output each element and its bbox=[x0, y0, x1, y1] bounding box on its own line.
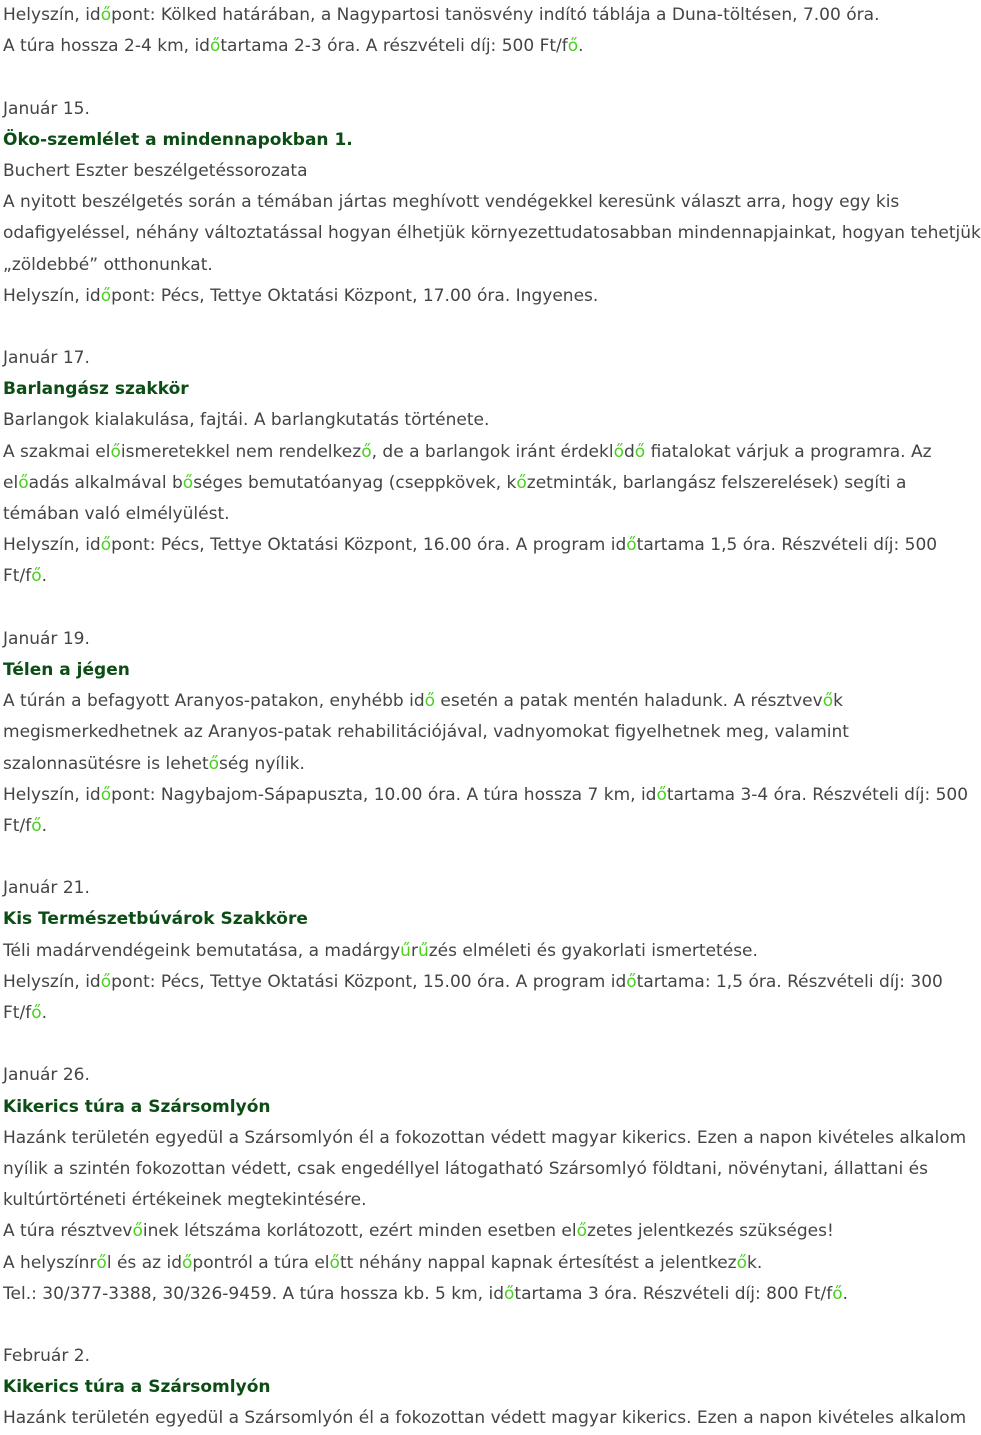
highlighted-glyph: ő bbox=[361, 441, 372, 462]
highlighted-glyph: ő bbox=[626, 535, 637, 556]
paragraph-gap bbox=[3, 1310, 958, 1341]
highlighted-glyph: ő bbox=[736, 1252, 748, 1273]
text-line: A túrán a befagyott Aranyos-patakon, enyhébb idő esetén a patak mentén haladunk. A résztvevők bbox=[3, 691, 843, 712]
paragraph-gap bbox=[3, 1029, 958, 1060]
event-title: Öko-szemlélet a mindennapokban 1. bbox=[3, 129, 353, 150]
text-line: A szakmai előismeretekkel nem rendelkező, de a barlangok iránt érdeklődő fatalokat várjuk a programra. Az bbox=[3, 441, 932, 462]
text-line: Helyszín, időpont: Kölked határában, a Nagypartosi tanösvény indító táblája a Duna-töltésen, 7.00 óra. bbox=[3, 5, 880, 25]
highlighted-glyph: ő bbox=[832, 1283, 843, 1304]
text-line: Helyszín, időpont: Pécs, Tettye Oktatási Központ, 17.00 óra. Ingyenes. bbox=[3, 285, 599, 306]
highlighted-glyph: ő bbox=[424, 691, 436, 712]
text-line: Hazánk területén egyedül a Szársomlyón él a fokozottan védett magyar kikerics. Ezen a napon kivételes alkalom bbox=[3, 1127, 967, 1148]
text-line: Ft/fő. bbox=[3, 815, 47, 836]
text-line: A nyitott beszélgetés során a témában jártas meghívott vendégekkel keresünk választ arra, hogy egy kis bbox=[3, 192, 900, 213]
text-line: Tel.: 30/377-3388, 30/326-9459. A túra hossza kb. 5 km, időtartama 3 óra. Részvételi díj: 800 Ft/fő. bbox=[3, 1283, 849, 1304]
highlighted-glyph: ő bbox=[182, 472, 194, 493]
text-line: kultúrtörténeti értékeinek megtekintésére. bbox=[3, 1190, 367, 1211]
text-line: A túra hossza 2-4 km, időtartama 2-3 óra. A részvételi díj: 500 Ft/fő. bbox=[3, 36, 584, 57]
text-line: odafgyeléssel, néhány változtatással hogyan élhetjük környezettudatosabban mindennapjainkat, hogyan tehetjük bbox=[3, 223, 981, 244]
paragraph-gap bbox=[3, 842, 958, 873]
highlighted-glyph: ő bbox=[209, 36, 221, 57]
event-title: Barlangász szakkör bbox=[3, 379, 189, 400]
text-line: Téli madárvendégeink bemutatása, a madárgyűrűzés elméleti és gyakorlati ismertetése. bbox=[3, 940, 758, 961]
event-title: Kikerics túra a Szársomlyón bbox=[3, 1096, 271, 1117]
highlighted-glyph: ő bbox=[208, 753, 220, 774]
text-line: megismerkedhetnek az Aranyos-patak rehabilitációjával, vadnyomokat fgyelhetnek meg, valamint bbox=[3, 722, 849, 743]
paragraph-gap bbox=[3, 62, 958, 93]
highlighted-glyph: ő bbox=[100, 285, 112, 306]
highlighted-glyph: ű bbox=[400, 940, 411, 961]
text-line: Ft/fő. bbox=[3, 1003, 47, 1023]
text-line: témában való elmélyülést. bbox=[3, 504, 230, 524]
text-line: A helyszínről és az időpontról a túra előtt néhány nappal kapnak értesítést a jelentkezők. bbox=[3, 1252, 763, 1273]
text-line: Helyszín, időpont: Pécs, Tettye Oktatási Központ, 16.00 óra. A program időtartama 1,5 óra. Részvételi díj: 500 bbox=[3, 535, 938, 556]
event-title: Kikerics túra a Szársomlyón bbox=[3, 1377, 271, 1398]
highlighted-glyph: ő bbox=[31, 1003, 42, 1023]
highlighted-glyph: ő bbox=[613, 441, 624, 462]
highlighted-glyph: ő bbox=[31, 566, 42, 587]
event-title: Kis Természetbúvárok Szakköre bbox=[3, 909, 308, 930]
text-line: előadás alkalmával bőséges bemutatóanyag (cseppkövek, kőzetminták, barlangász felszerelések) segíti a bbox=[3, 472, 907, 493]
highlighted-glyph: ő bbox=[18, 472, 29, 493]
document-body bbox=[3, 0, 981, 1435]
text-line: szalonnasütésre is lehetőség nyílik. bbox=[3, 753, 305, 774]
text-line: Helyszín, időpont: Nagybajom-Sápapuszta, 10.00 óra. A túra hossza 7 km, időtartama 3-4 óra. Részvételi díj: 500 bbox=[3, 784, 969, 805]
highlighted-glyph: ő bbox=[100, 5, 112, 25]
highlighted-glyph: ő bbox=[132, 1221, 143, 1242]
text-line: Január 21. bbox=[3, 878, 90, 899]
text-line: Január 19. bbox=[3, 628, 90, 649]
text-line: Ft/fő. bbox=[3, 566, 47, 587]
text-line: A túra résztvevőinek létszáma korlátozott, ezért minden esetben előzetes jelentkezés szükséges! bbox=[3, 1221, 834, 1242]
text-line: „zöldebbé” otthonunkat. bbox=[3, 254, 213, 275]
event-title: Télen a jégen bbox=[3, 659, 130, 680]
highlighted-glyph: ő bbox=[576, 1221, 588, 1242]
highlighted-glyph: ő bbox=[626, 971, 637, 992]
highlighted-glyph: ő bbox=[181, 1252, 193, 1273]
paragraph-gap bbox=[3, 593, 958, 624]
highlighted-glyph: ő bbox=[504, 1283, 515, 1304]
text-line: Hazánk területén egyedül a Szársomlyón él a fokozottan védett magyar kikerics. Ezen a napon kivételes alkalom bbox=[3, 1408, 967, 1429]
highlighted-glyph: ő bbox=[516, 472, 527, 493]
text-line: Február 2. bbox=[3, 1346, 90, 1367]
text-line: Január 15. bbox=[3, 98, 90, 119]
highlighted-glyph: ű bbox=[417, 940, 429, 961]
text-line: Január 17. bbox=[3, 348, 90, 369]
text-line: Január 26. bbox=[3, 1065, 90, 1086]
highlighted-glyph: ő bbox=[100, 784, 112, 805]
highlighted-glyph: ő bbox=[100, 535, 112, 556]
highlighted-glyph: ő bbox=[329, 1252, 340, 1273]
text-line: Barlangok kialakulása, fajtái. A barlangkutatás története. bbox=[3, 410, 490, 431]
highlighted-glyph: ő bbox=[567, 36, 579, 57]
highlighted-glyph: ő bbox=[96, 1252, 107, 1273]
highlighted-glyph: ő bbox=[100, 971, 112, 992]
highlighted-glyph: ő bbox=[656, 784, 667, 805]
paragraph-gap bbox=[3, 312, 958, 343]
highlighted-glyph: ő bbox=[110, 441, 121, 462]
highlighted-glyph: ő bbox=[634, 441, 646, 462]
text-line: Helyszín, időpont: Pécs, Tettye Oktatási Központ, 15.00 óra. A program időtartama: 1,5 óra. Részvételi díj: 300 bbox=[3, 971, 943, 992]
highlighted-glyph: ő bbox=[31, 815, 42, 836]
text-line: nyílik a szintén fokozottan védett, csak engedéllyel látogatható Szársomlyó földtani, növénytani, állattani és bbox=[3, 1158, 928, 1179]
highlighted-glyph: ő bbox=[822, 691, 834, 712]
text-line: Buchert Eszter beszélgetéssorozata bbox=[3, 160, 308, 181]
